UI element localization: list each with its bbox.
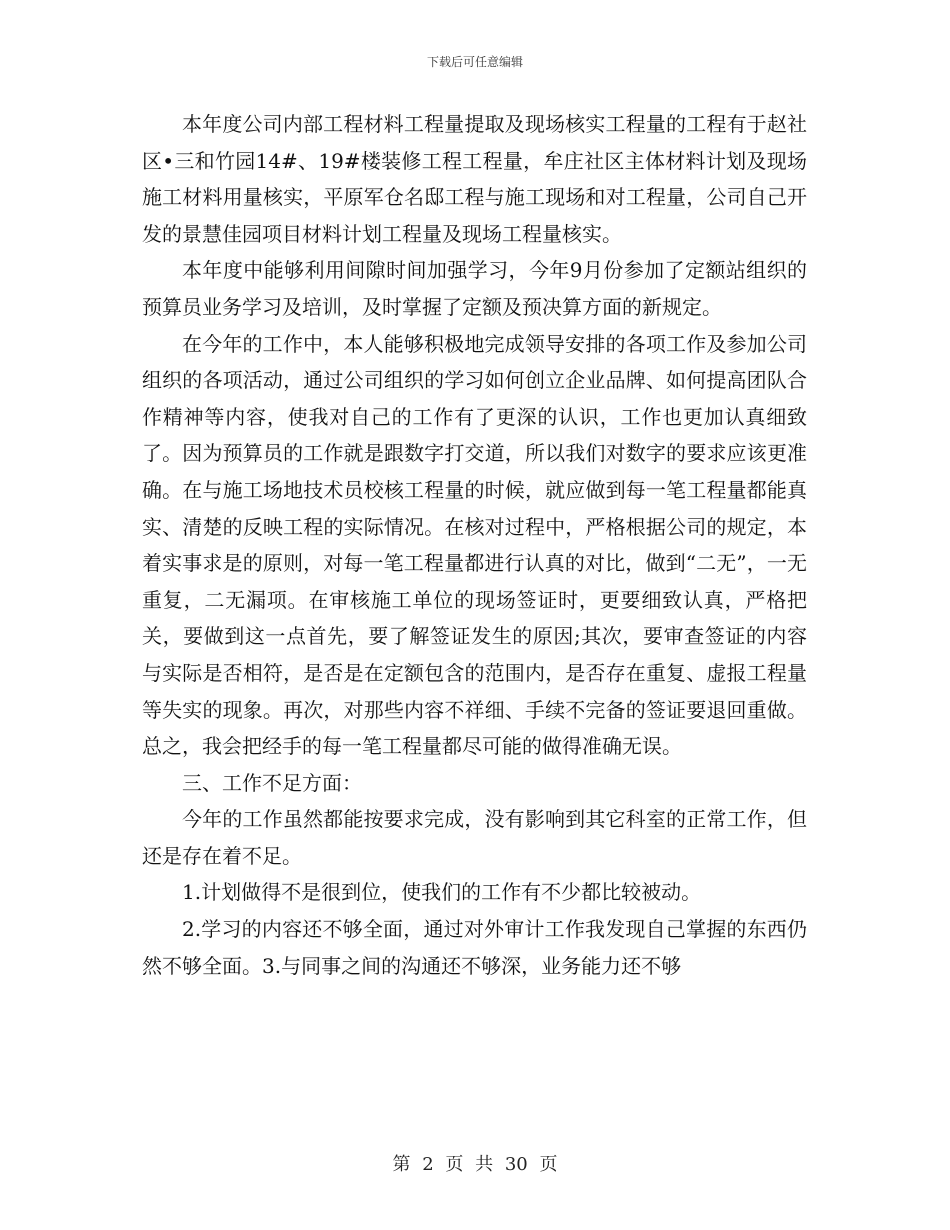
- document-body: [142, 106, 807, 984]
- list-item-1: 1.计划做得不是很到位，使我们的工作有不少都比较被动。: [182, 880, 702, 905]
- section-heading: 三、工作不足方面：: [182, 770, 362, 795]
- paragraph-4: 今年的工作虽然都能按要求完成，没有影响到其它科室的正常工作，但还是存在着不足。: [142, 807, 807, 868]
- paragraph-3: 在今年的工作中，本人能够积极地完成领导安排的各项工作及参加公司组织的各项活动，通过公司组织的学习如何创立企业品牌、如何提高团队合作精神等内容，使我对自己的工作有了更深的认识，工作也更加认真细致了。因为预算员的工作就是跟数字打交道，所以我们对数字的要求应该更准确。在与施工场地技术员校核工程量的时候，就应做到每一笔工程量都能真实、清楚的反映工程的实际情况。在核对过程中，严格根据公司的规定，本着实事求是的原则，对每一笔工程量都进行认真的对比，做到“二无”，一无重复，二无漏项。在审核施工单位的现场签证时，更要细致认真，严格把关，要做到这一点首先，要了解签证发生的原因;其次，要审查签证的内容与实际是否相符，是否是在定额包含的范围内，是否存在重复、虚报工程量等失实的现象。再次，对那些内容不祥细、手续不完备的签证要退回重做。总之，我会把经手的每一笔工程量都尽可能的做得准确无误。: [142, 331, 807, 759]
- list-item-2: 2.学习的内容还不够全面，通过对外审计工作我发现自己掌握的东西仍然不够全面。3.与同事之间的沟通还不够深，业务能力还不够: [142, 917, 807, 978]
- page-footer: 第 2 页 共 30 页: [392, 1154, 558, 1175]
- page-header: 下载后可任意编辑: [426, 55, 523, 69]
- paragraph-2: 本年度中能够利用间隙时间加强学习，今年9月份参加了定额站组织的预算员业务学习及培训，及时掌握了定额及预决算方面的新规定。: [142, 258, 807, 319]
- paragraph-1: 本年度公司内部工程材料工程量提取及现场核实工程量的工程有于赵社区•三和竹园14#、19#楼装修工程工程量，牟庄社区主体材料计划及现场施工材料用量核实，平原军仓名邸工程与施工现场和对工程量，公司自己开发的景慧佳园项目材料计划工程量及现场工程量核实。: [142, 112, 807, 246]
